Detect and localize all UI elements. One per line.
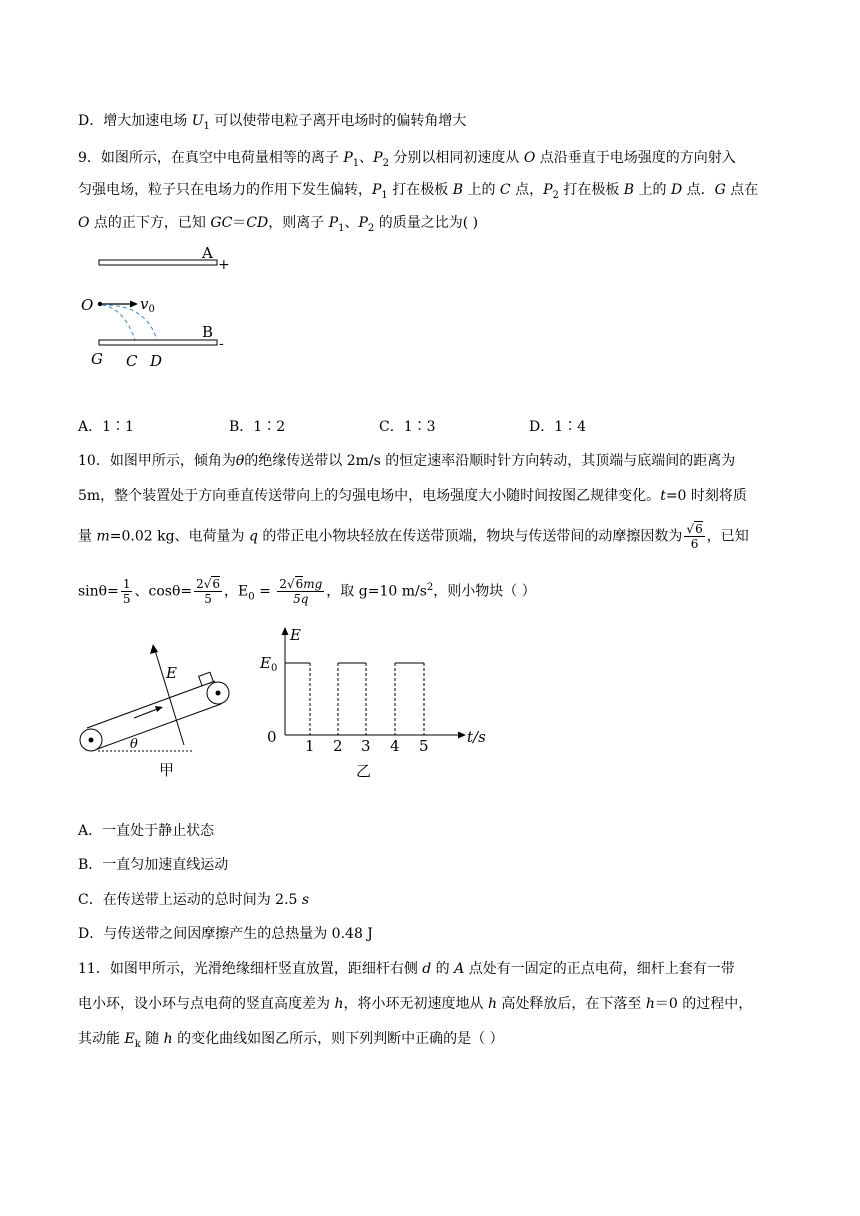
text: 、cosθ= xyxy=(134,583,193,600)
point-o-label: O xyxy=(81,296,94,314)
text: ，已知 xyxy=(706,528,749,545)
text: 1 xyxy=(338,222,345,234)
e-label: E xyxy=(166,664,177,682)
text: 5m，整个装置处于方向垂直传送带向上的匀强电场中，电场强度大小随时间按图乙规律变化。 xyxy=(78,488,661,504)
tick-5: 5 xyxy=(419,737,429,755)
text: 1 xyxy=(122,577,131,592)
text: 6 xyxy=(295,577,304,592)
plate-a xyxy=(99,260,217,265)
text: B xyxy=(623,182,635,198)
text: P xyxy=(328,215,339,231)
plate-a-sign: + xyxy=(218,257,230,273)
q9-option-d: D．1∶4 xyxy=(529,419,587,435)
text: = xyxy=(254,583,276,600)
q10-option-d: D．与传送带之间因摩擦产生的总热量为 0.48 J xyxy=(78,926,373,942)
q11-stem-line1 xyxy=(78,959,735,979)
text: 打在极板 xyxy=(387,182,453,198)
text: 的质量之比为( ) xyxy=(374,215,479,231)
text: ，将小环无初速度地从 xyxy=(343,996,488,1012)
text: P xyxy=(358,215,368,231)
text: D．增大加速电场 xyxy=(78,113,192,129)
text: 上的 xyxy=(634,182,671,198)
plate-b-label: B xyxy=(202,323,214,341)
text: q xyxy=(248,528,258,545)
text: 上的 xyxy=(463,182,500,198)
text: 1 xyxy=(352,157,360,169)
text: A xyxy=(454,961,465,977)
text: ，则离子 xyxy=(268,215,329,231)
text: 点． xyxy=(682,182,715,198)
text: h xyxy=(334,996,344,1012)
tick-4: 4 xyxy=(390,737,400,755)
text: 点， xyxy=(510,182,544,198)
text: C．在传送带上运动的总时间为 2.5 xyxy=(78,892,302,908)
q11-stem-line2 xyxy=(78,994,752,1014)
cos-fraction: $\frac{2√6}{5}$ xyxy=(196,577,221,607)
text: 其动能 xyxy=(78,1031,125,1047)
text: 的带正电小物块轻放在传送带顶端，物块与传送带间的动摩擦因数为 xyxy=(257,528,683,545)
text: h xyxy=(163,1031,173,1047)
text: 匀强电场，粒子只在电场力的作用下发生偏转， xyxy=(78,182,372,198)
text: B xyxy=(452,182,463,198)
text: 5 xyxy=(204,592,212,607)
text: h xyxy=(645,996,655,1012)
text: s xyxy=(301,892,310,908)
text: ＝0 的过程中， xyxy=(654,996,753,1012)
sin-fraction xyxy=(121,577,133,606)
e0-label: $E_0$ xyxy=(260,654,278,674)
pulse-graph xyxy=(285,663,424,735)
caption-jia: 甲 xyxy=(159,761,175,779)
text: ，取 g=10 m/s xyxy=(326,583,427,600)
velocity-arrowhead xyxy=(155,706,163,712)
text: 1 xyxy=(381,189,388,201)
velocity-arrowhead xyxy=(130,301,138,308)
text: 6 xyxy=(695,522,703,536)
text: 点在 xyxy=(725,182,759,198)
text: 打在极板 xyxy=(558,182,624,198)
tick-2: 2 xyxy=(333,737,343,755)
text: 随 xyxy=(140,1031,164,1047)
q10-figure-left xyxy=(72,640,242,785)
text: 点的正下方，已知 xyxy=(89,215,211,231)
y-axis-arrowhead xyxy=(282,627,289,635)
q10-stem-line3 xyxy=(78,522,749,551)
text: 6 xyxy=(212,577,221,592)
text: 电小环，设小环与点电荷的竖直高度差为 xyxy=(78,996,335,1012)
q10-stem-line2 xyxy=(78,486,747,506)
text: 1 xyxy=(203,120,210,132)
text: m xyxy=(96,528,110,545)
text: GC xyxy=(210,215,233,231)
e-field-arrowhead xyxy=(150,644,158,654)
q9-figure xyxy=(76,238,246,373)
origin-label: 0 xyxy=(267,728,277,746)
text: ，E xyxy=(224,583,249,600)
text: 2 xyxy=(426,582,434,593)
text: ＝ xyxy=(232,215,247,231)
belt-bottom xyxy=(92,704,221,751)
text: 11．如图甲所示，光滑绝缘细杆竖直放置，距细杆右侧 xyxy=(78,961,423,977)
text: E xyxy=(124,1031,135,1047)
text: 、 xyxy=(359,150,374,166)
text: P xyxy=(343,150,353,166)
q10-stem-line4 xyxy=(78,574,536,611)
text: 6 xyxy=(690,537,699,551)
text: 2 xyxy=(367,222,375,234)
bottom-pulley-axle xyxy=(89,738,94,743)
plate-b-sign: - xyxy=(219,336,224,352)
q9-option-b: B．1∶2 xyxy=(229,419,286,435)
text: 高处释放后，在下落至 xyxy=(496,996,646,1012)
text: CD xyxy=(246,215,269,231)
text: 2 xyxy=(196,577,204,592)
point-c-label: C xyxy=(126,352,138,370)
text: t xyxy=(660,488,666,504)
text: mg xyxy=(303,577,323,592)
q10-stem-line1 xyxy=(78,451,735,471)
x-axis-label: t/s xyxy=(467,728,486,746)
q9-stem-line1 xyxy=(78,148,736,174)
x-axis-arrowhead xyxy=(458,732,466,739)
text: P xyxy=(373,150,383,166)
text: C xyxy=(499,182,511,198)
text: 0 xyxy=(248,591,255,603)
text: ，则小物块（ ） xyxy=(433,583,536,600)
text: 的 xyxy=(431,961,455,977)
text: 可以使带电粒子离开电场时的偏转角增大 xyxy=(209,113,467,129)
point-d-label: D xyxy=(150,352,163,370)
top-pulley-axle xyxy=(216,691,221,696)
text: 分别以相同初速度从 xyxy=(388,150,524,166)
text: U xyxy=(191,113,204,129)
plate-a-label: A xyxy=(202,244,213,262)
q10-option-b: B．一直匀加速直线运动 xyxy=(78,857,229,873)
text: h xyxy=(487,996,497,1012)
tick-1: 1 xyxy=(305,737,315,755)
text: 点处有一固定的正点电荷，细杆上套有一带 xyxy=(464,961,735,977)
text: =0 时刻将质 xyxy=(665,488,747,504)
q9-option-c: C．1∶3 xyxy=(379,419,436,435)
text: 2 xyxy=(279,577,287,592)
mu-fraction: $\frac{√6}{6}$ xyxy=(686,522,703,551)
text: θ xyxy=(235,453,245,469)
theta-label: θ xyxy=(130,737,138,752)
point-o xyxy=(98,302,102,306)
q11-stem-line3 xyxy=(78,1029,504,1055)
point-g-label: G xyxy=(91,350,103,368)
y-axis-label: E xyxy=(290,626,301,644)
trajectory-c xyxy=(102,305,135,340)
text: 2 xyxy=(552,189,559,201)
caption-yi: 乙 xyxy=(356,762,372,780)
q8-option-d xyxy=(78,111,466,137)
text: P xyxy=(543,182,553,198)
text: 10．如图甲所示，倾角为 xyxy=(78,453,236,469)
q9-option-a: A．1∶1 xyxy=(78,419,134,435)
text: 量 xyxy=(78,528,97,545)
velocity-label: $v_0$ xyxy=(140,295,155,315)
text: 、 xyxy=(344,215,359,231)
block xyxy=(199,672,214,686)
text: 2 xyxy=(382,157,389,169)
text: 9．如图所示，在真空中电荷量相等的离子 xyxy=(78,150,344,166)
text: O xyxy=(523,150,536,166)
text: 点沿垂直于电场强度的方向射入 xyxy=(535,150,736,166)
belt-top xyxy=(87,681,215,728)
q10-figure-right xyxy=(255,622,495,782)
text: d xyxy=(422,961,432,977)
text: D xyxy=(670,182,683,198)
text: P xyxy=(372,182,382,198)
text: 5q xyxy=(293,592,309,607)
plate-b xyxy=(99,340,217,345)
text: G xyxy=(714,182,726,198)
tick-3: 3 xyxy=(361,737,371,755)
text: k xyxy=(134,1038,141,1050)
text: 的变化曲线如图乙所示，则下列判断中正确的是（ ） xyxy=(172,1031,504,1047)
e-field-line xyxy=(154,647,184,745)
q9-stem-line2 xyxy=(78,180,758,206)
q10-option-c xyxy=(78,890,309,910)
text: 的绝缘传送带以 2m/s 的恒定速率沿顺时针方向转动，其顶端与底端间的距离为 xyxy=(244,453,736,469)
text: 5 xyxy=(122,592,131,607)
e0-fraction: $\frac{2√6mg}{5q}$ xyxy=(279,577,323,607)
text: O xyxy=(78,215,90,231)
q9-stem-line3 xyxy=(78,213,478,239)
q10-option-a: A．一直处于静止状态 xyxy=(78,823,215,839)
text: sinθ= xyxy=(78,583,119,600)
text: =0.02 kg、电荷量为 xyxy=(109,528,249,545)
